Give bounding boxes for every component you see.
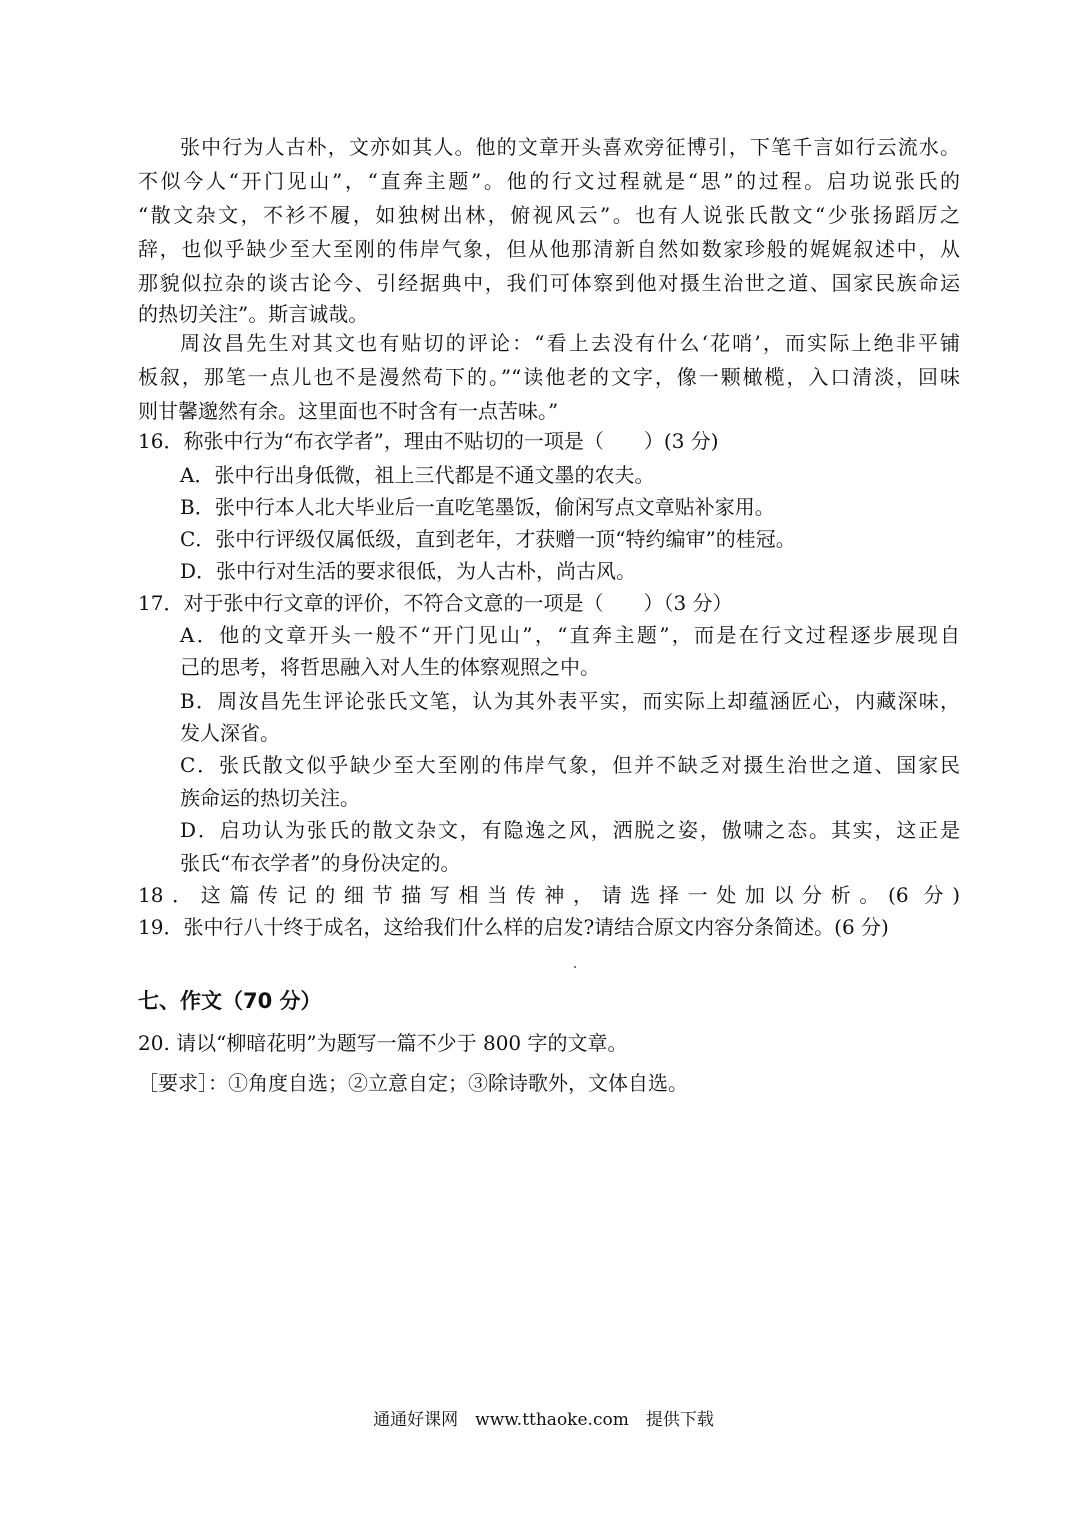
page-footer: 通通好课网 www.tthaoke.com 提供下载: [373, 1410, 714, 1430]
question-stem: 16．称张中行为“布衣学者”，理由不贴切的一项是（ ）(3 分): [138, 429, 719, 453]
scan-speck: [574, 966, 576, 968]
question-18: 18．这篇传记的细节描写相当传神，请选择一处加以分析。(6 分): [138, 883, 960, 907]
option-b: B．周汝昌先生评论张氏文笔，认为其外表平实，而实际上却蕴涵匠心，内藏深味，: [180, 689, 960, 713]
text-line: 辞，也似乎缺少至大至刚的伟岸气象，但从他那清新自然如数家珍般的娓娓叙述中，从: [138, 237, 960, 261]
requirements: ［要求］：①角度自选；②立意自定；③除诗歌外，文体自选。: [138, 1071, 688, 1095]
section-heading: 七、作文（70 分）: [138, 989, 322, 1013]
question-20: 20. 请以“柳暗花明”为题写一篇不少于 800 字的文章。: [138, 1031, 628, 1055]
option-d: D．启功认为张氏的散文杂文，有隐逸之风，洒脱之姿，傲啸之态。其实，这正是: [180, 818, 960, 842]
option-b: B．张中行本人北大毕业后一直吃笔墨饭，偷闲写点文章贴补家用。: [180, 495, 775, 519]
text-line: 不似今人“开门见山”，“直奔主题”。他的行文过程就是“思”的过程。启功说张氏的: [138, 169, 960, 193]
question-stem: 17．对于张中行文章的评价，不符合文意的一项是（ ）（3 分）: [138, 591, 733, 615]
option-b-continued: 发人深省。: [180, 721, 280, 745]
text-line: 则甘馨邈然有余。这里面也不时含有一点苦味。”: [138, 399, 559, 423]
option-a: A．他的文章开头一般不“开门见山”，“直奔主题”，而是在行文过程逐步展现自: [180, 623, 960, 647]
text-line: 板叙，那笔一点儿也不是漫然苟下的。”“读他老的文字，像一颗橄榄，入口清淡，回味: [138, 365, 960, 389]
option-a: A．张中行出身低微，祖上三代都是不通文墨的农夫。: [180, 463, 655, 487]
text-line: 周汝昌先生对其文也有贴切的评论：“看上去没有什么‘花哨’，而实际上绝非平铺: [180, 331, 960, 355]
option-c-continued: 族命运的热切关注。: [180, 786, 360, 810]
text-line: 的热切关注”。斯言诚哉。: [138, 302, 369, 326]
option-c: C．张氏散文似乎缺少至大至刚的伟岸气象，但并不缺乏对摄生治世之道、国家民: [180, 753, 960, 777]
text-line: 张中行为人古朴，文亦如其人。他的文章开头喜欢旁征博引，下笔千言如行云流水。: [180, 135, 960, 159]
question-19: 19．张中行八十终于成名，这给我们什么样的启发?请结合原文内容分条简述。(6 分): [138, 915, 889, 939]
text-line: “散文杂文，不衫不履，如独树出林，俯视风云”。也有人说张氏散文“少张扬蹈厉之: [138, 203, 960, 227]
text-line: 那貌似拉杂的谈古论今、引经据典中，我们可体察到他对摄生治世之道、国家民族命运: [138, 271, 960, 295]
option-c: C．张中行评级仅属低级，直到老年，才获赠一顶“特约编审”的桂冠。: [180, 527, 796, 551]
option-d: D．张中行对生活的要求很低，为人古朴，尚古风。: [180, 559, 637, 583]
option-a-continued: 己的思考，将哲思融入对人生的体察观照之中。: [180, 655, 600, 679]
option-d-continued: 张氏“布衣学者”的身份决定的。: [180, 851, 461, 875]
